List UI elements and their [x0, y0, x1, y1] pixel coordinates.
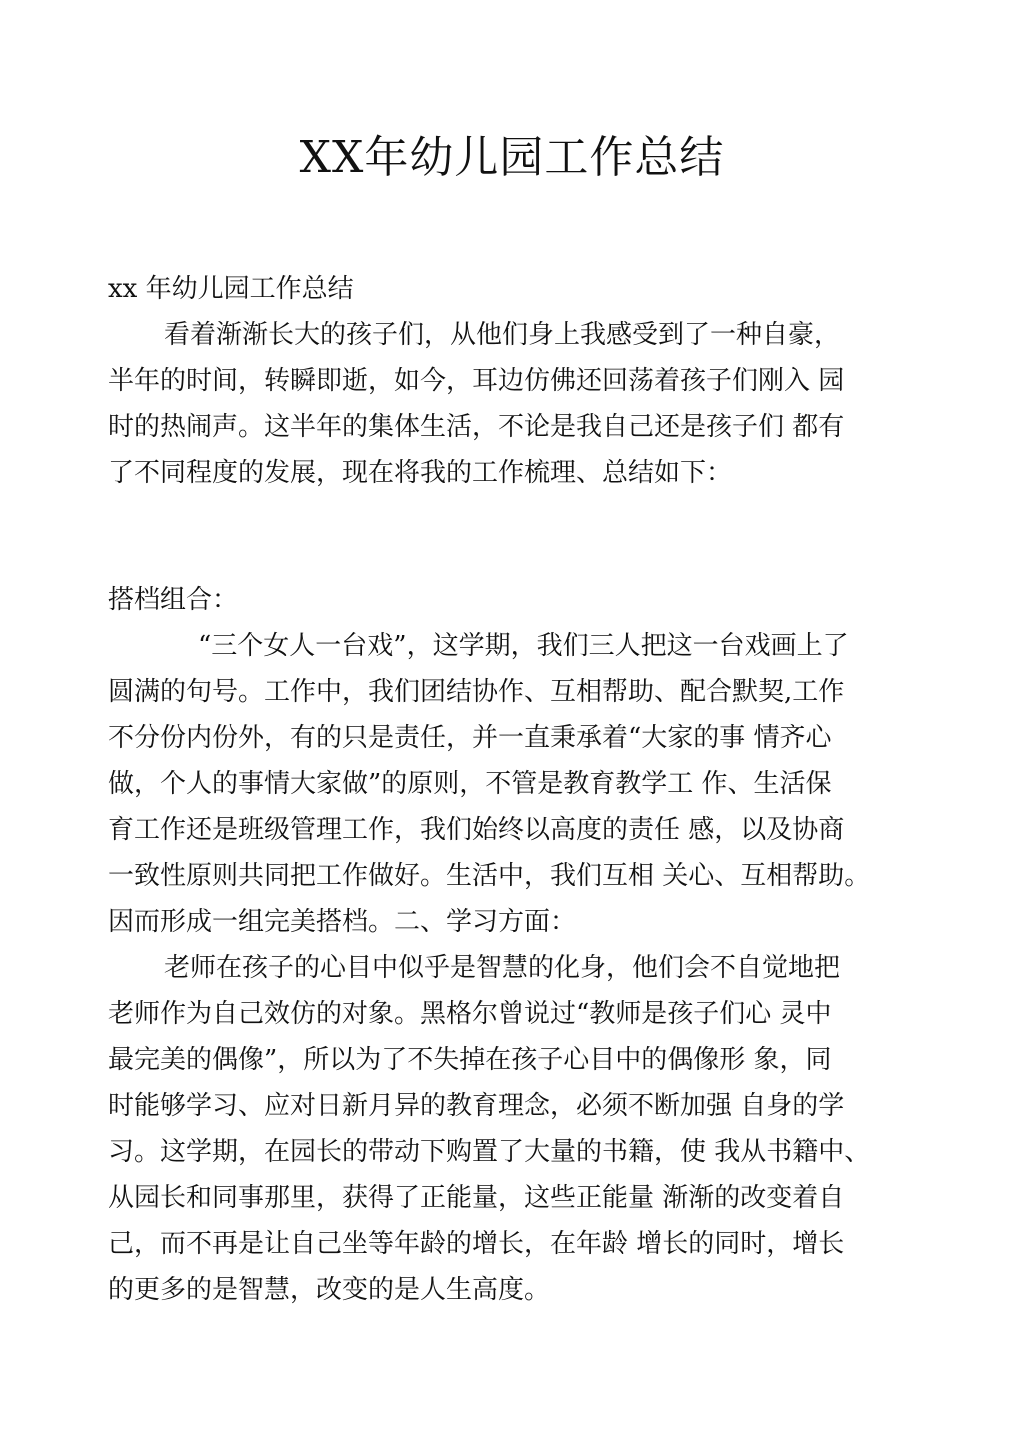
- paragraph-line: 看着渐渐长大的孩子们，从他们身上我感受到了一种自豪，: [164, 320, 841, 350]
- intro-paragraph: [108, 312, 928, 496]
- paragraph-line: 时的热闹声。这半年的集体生活，不论是我自己还是孩子们 都有: [108, 412, 845, 442]
- paragraph-line: 老师在孩子的心目中似乎是智慧的化身，他们会不自觉地把: [164, 953, 841, 983]
- paragraph-line: 不分份内份外，有的只是责任，并一直秉承着“大家的事 情齐心: [108, 723, 832, 753]
- learning-paragraph: [108, 945, 928, 1313]
- paragraph-line: 习。这学期，在园长的带动下购置了大量的书籍，使 我从书籍中、: [108, 1137, 871, 1167]
- paragraph-line: 一致性原则共同把工作做好。生活中，我们互相 关心、互相帮助。: [108, 861, 871, 891]
- paragraph-line: 最完美的偶像”，所以为了不失掉在孩子心目中的偶像形 象，同: [108, 1045, 832, 1075]
- document-subtitle: xx 年幼儿园工作总结: [108, 274, 354, 304]
- paragraph-line: 了不同程度的发展，现在将我的工作梳理、总结如下：: [108, 458, 733, 488]
- page-title: XX年幼儿园工作总结: [299, 132, 725, 183]
- partners-paragraph: [108, 623, 928, 945]
- paragraph-line: 圆满的句号。工作中，我们团结协作、互相帮助、配合默契,工作: [108, 677, 845, 707]
- section-heading-partners: 搭档组合：: [108, 585, 239, 615]
- paragraph-line: 育工作还是班级管理工作，我们始终以高度的责任 感，以及协商: [108, 815, 845, 845]
- paragraph-line: 己，而不再是让自己坐等年龄的增长，在年龄 增长的同时，增长: [108, 1229, 845, 1259]
- paragraph-line: 因而形成一组完美搭档。二、学习方面：: [108, 907, 577, 937]
- paragraph-line: 的更多的是智慧，改变的是人生高度。: [108, 1275, 551, 1305]
- paragraph-line: “三个女人一台戏”，这学期，我们三人把这一台戏画上了: [198, 631, 849, 661]
- paragraph-line: 做，个人的事情大家做”的原则，不管是教育教学工 作、生活保: [108, 769, 832, 799]
- paragraph-line: 半年的时间，转瞬即逝，如今，耳边仿佛还回荡着孩子们刚入 园: [108, 366, 845, 396]
- paragraph-line: 时能够学习、应对日新月异的教育理念，必须不断加强 自身的学: [108, 1091, 845, 1121]
- paragraph-line: 老师作为自己效仿的对象。黑格尔曾说过“教师是孩子们心 灵中: [108, 999, 832, 1029]
- paragraph-line: 从园长和同事那里，获得了正能量，这些正能量 渐渐的改变着自: [108, 1183, 845, 1213]
